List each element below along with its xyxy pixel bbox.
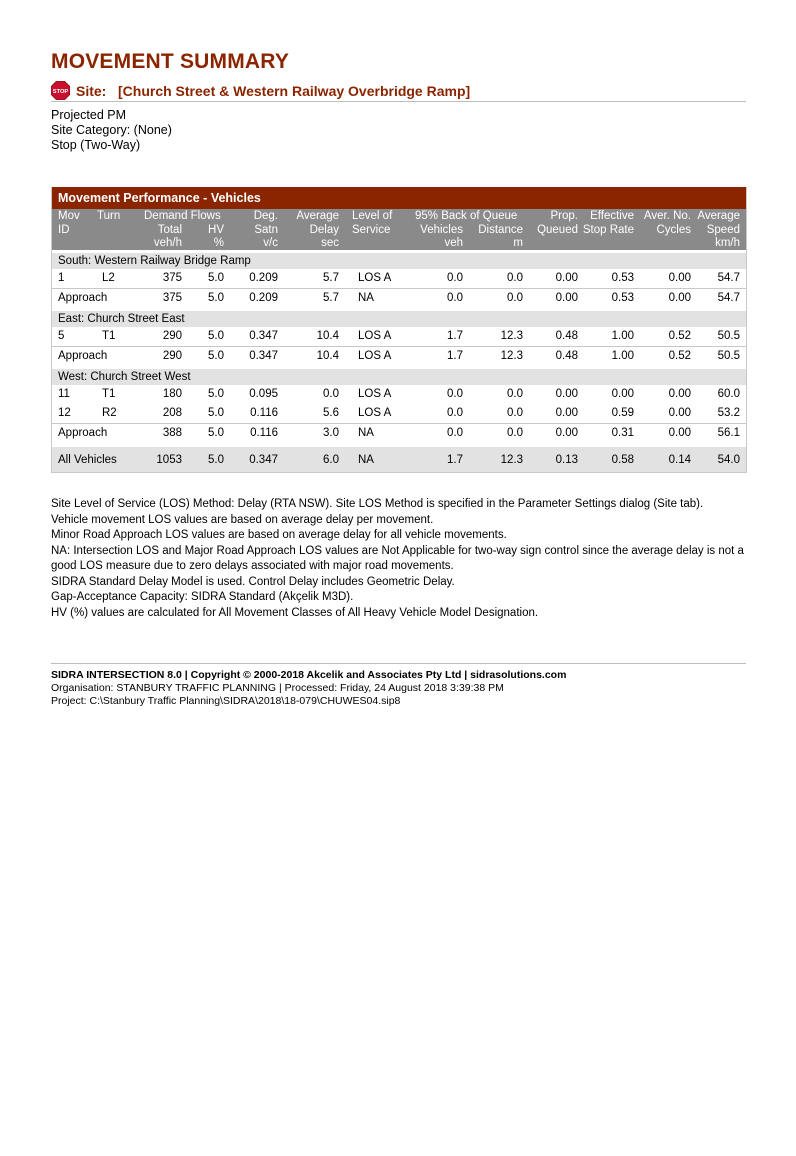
cell-veh: 1.7 — [447, 330, 463, 342]
cell-total: 375 — [162, 292, 182, 304]
cell-delay: 3.0 — [323, 427, 339, 439]
section-heading: West: Church Street West — [52, 369, 746, 385]
cell-los: LOS A — [358, 272, 392, 284]
cell-satn: 0.116 — [250, 427, 278, 439]
col-hv: HV % — [208, 223, 224, 249]
cell-veh: 1.7 — [447, 350, 463, 362]
cell-total: 208 — [162, 407, 182, 419]
cell-delay: 10.4 — [316, 350, 339, 362]
cell-speed: 50.5 — [717, 350, 740, 362]
meta-control: Stop (Two-Way) — [51, 138, 141, 152]
col-queue: 95% Back of Queue — [415, 210, 518, 222]
approach-row — [52, 288, 746, 308]
table-row — [52, 327, 746, 346]
cell-veh: 0.0 — [447, 407, 463, 419]
cell-veh: 0.0 — [447, 427, 463, 439]
cell-satn: 0.347 — [249, 330, 278, 342]
col-demand: Demand Flows — [144, 210, 221, 222]
cell-total: 290 — [162, 330, 182, 342]
cell-veh: 0.0 — [447, 388, 463, 400]
note: Vehicle movement LOS values are based on average delay per movement. — [51, 513, 434, 526]
col-vehicles: Vehicles veh — [420, 223, 463, 249]
cell-hv: 5.0 — [208, 350, 224, 362]
col-prop: Prop. Queued — [537, 210, 578, 236]
cell-stop: 1.00 — [611, 330, 634, 342]
cell-stop: 0.00 — [611, 388, 634, 400]
cell-los: LOS A — [358, 350, 392, 362]
cell-cycles: 0.52 — [668, 350, 691, 362]
cell-speed: 54.0 — [717, 454, 740, 466]
col-mov: Mov ID — [58, 210, 80, 236]
note: Site Level of Service (LOS) Method: Delay (RTA NSW). Site LOS Method is specified in the Parameter Settings dialog (Site tab). — [51, 498, 704, 510]
cell-cycles: 0.52 — [668, 330, 691, 342]
section-heading: East: Church Street East — [52, 311, 746, 327]
cell-label: Approach — [58, 427, 108, 439]
cell-id: 12 — [58, 407, 71, 419]
notes — [51, 497, 751, 621]
cell-hv: 5.0 — [208, 454, 224, 466]
cell-stop: 1.00 — [611, 350, 634, 362]
cell-hv: 5.0 — [208, 272, 224, 284]
footer-divider — [51, 663, 746, 664]
site-name: Site: [Church Street & Western Railway Overbridge Ramp] — [76, 83, 471, 99]
table-row — [52, 269, 746, 288]
footer-copyright: SIDRA INTERSECTION 8.0 | Copyright © 2000-2018 Akcelik and Associates Pty Ltd | sidrasolutions.com — [51, 669, 567, 681]
footer-organisation: Organisation: STANBURY TRAFFIC PLANNING | Processed: Friday, 24 August 2018 3:39:38 PM — [51, 682, 504, 694]
cell-cycles: 0.00 — [668, 427, 691, 439]
cell-turn: T1 — [102, 330, 116, 342]
section-heading: South: Western Railway Bridge Ramp — [52, 253, 746, 269]
table-row — [52, 404, 746, 423]
note: Minor Road Approach LOS values are based on average delay for all vehicle movements. — [51, 529, 507, 541]
cell-hv: 5.0 — [208, 292, 224, 304]
cell-cycles: 0.00 — [668, 407, 691, 419]
cell-hv: 5.0 — [208, 388, 224, 400]
cell-hv: 5.0 — [208, 427, 224, 439]
cell-satn: 0.347 — [249, 350, 278, 362]
col-distance: Distance m — [478, 223, 523, 249]
cell-satn: 0.209 — [249, 272, 278, 284]
col-speed: Average Speed km/h — [697, 210, 740, 249]
cell-label: Approach — [58, 292, 108, 304]
cell-delay: 10.4 — [316, 330, 339, 342]
note: HV (%) values are calculated for All Movement Classes of All Heavy Vehicle Model Designation. — [51, 606, 539, 619]
cell-turn: R2 — [102, 407, 117, 419]
cell-prop: 0.00 — [555, 388, 578, 400]
cell-stop: 0.58 — [611, 454, 634, 466]
cell-total: 388 — [162, 427, 182, 439]
cell-delay: 5.7 — [323, 272, 339, 284]
cell-dist: 0.0 — [507, 407, 523, 419]
all-vehicles-row — [52, 447, 746, 472]
cell-prop: 0.00 — [555, 292, 578, 304]
cell-veh: 1.7 — [447, 454, 463, 466]
col-los: Level of Service — [352, 210, 393, 236]
footer-project: Project: C:\Stanbury Traffic Planning\SIDRA\2018\18-079\CHUWES04.sip8 — [51, 695, 401, 707]
col-delay: Average Delay sec — [296, 210, 339, 249]
site-heading — [51, 80, 746, 102]
svg-text:STOP: STOP — [52, 88, 69, 95]
cell-label: Approach — [58, 350, 108, 362]
cell-delay: 5.7 — [323, 292, 339, 304]
cell-dist: 12.3 — [500, 454, 523, 466]
cell-dist: 0.0 — [507, 427, 523, 439]
table-header — [52, 209, 746, 250]
cell-hv: 5.0 — [208, 407, 224, 419]
footer — [51, 669, 566, 708]
cell-cycles: 0.00 — [668, 292, 691, 304]
cell-los: LOS A — [358, 330, 392, 342]
cell-hv: 5.0 — [208, 330, 224, 342]
cell-speed: 54.7 — [717, 272, 740, 284]
meta-category: Site Category: (None) — [51, 123, 172, 137]
meta-scenario: Projected PM — [51, 108, 127, 122]
cell-satn: 0.095 — [249, 388, 278, 400]
cell-dist: 12.3 — [500, 350, 523, 362]
cell-satn: 0.209 — [249, 292, 278, 304]
cell-los: LOS A — [358, 388, 392, 400]
cell-dist: 0.0 — [507, 388, 523, 400]
cell-dist: 12.3 — [500, 330, 523, 342]
cell-satn: 0.347 — [249, 454, 278, 466]
cell-speed: 53.2 — [717, 407, 740, 419]
cell-delay: 0.0 — [323, 388, 339, 400]
table-row — [52, 385, 746, 404]
approach-row — [52, 423, 746, 443]
cell-total: 375 — [162, 272, 182, 284]
note: Gap-Acceptance Capacity: SIDRA Standard (Akçelik M3D). — [51, 591, 354, 603]
col-cycles: Aver. No. Cycles — [643, 210, 691, 236]
cell-prop: 0.00 — [555, 427, 578, 439]
cell-los: NA — [358, 454, 374, 466]
cell-veh: 0.0 — [447, 272, 463, 284]
cell-prop: 0.48 — [555, 350, 578, 362]
table-title: Movement Performance - Vehicles — [52, 187, 746, 209]
cell-stop: 0.53 — [611, 292, 634, 304]
cell-dist: 0.0 — [507, 292, 523, 304]
cell-cycles: 0.00 — [668, 272, 691, 284]
cell-los: NA — [358, 427, 374, 439]
cell-satn: 0.116 — [250, 407, 278, 419]
cell-delay: 6.0 — [323, 454, 339, 466]
cell-speed: 56.1 — [717, 427, 740, 439]
stop-sign-icon — [51, 81, 70, 100]
cell-turn: L2 — [102, 272, 115, 284]
cell-stop: 0.31 — [611, 427, 634, 439]
cell-speed: 54.7 — [717, 292, 740, 304]
cell-label: All Vehicles — [58, 454, 117, 466]
col-stop-rate: Effective Stop Rate — [582, 210, 634, 236]
cell-id: 11 — [58, 388, 70, 400]
cell-los: LOS A — [358, 407, 392, 419]
cell-speed: 60.0 — [717, 388, 740, 400]
cell-speed: 50.5 — [717, 330, 740, 342]
cell-total: 290 — [162, 350, 182, 362]
cell-cycles: 0.14 — [668, 454, 691, 466]
table-body — [52, 253, 746, 472]
cell-los: NA — [358, 292, 374, 304]
page-title: MOVEMENT SUMMARY — [51, 50, 290, 73]
site-meta — [51, 108, 172, 153]
col-satn: Deg. Satn v/c — [253, 210, 278, 249]
cell-id: 5 — [58, 330, 65, 342]
note: SIDRA Standard Delay Model is used. Control Delay includes Geometric Delay. — [51, 575, 455, 588]
cell-prop: 0.48 — [555, 330, 578, 342]
col-turn: Turn — [97, 210, 121, 222]
cell-prop: 0.13 — [555, 454, 578, 466]
approach-row — [52, 346, 746, 366]
note: NA: Intersection LOS and Major Road Approach LOS values are Not Applicable for two-way sign control since the average delay is not a good LOS measure due to zero delays associated with major road movements. — [51, 544, 744, 572]
cell-prop: 0.00 — [555, 407, 578, 419]
col-total: Total veh/h — [153, 223, 182, 249]
cell-cycles: 0.00 — [668, 388, 691, 400]
cell-stop: 0.59 — [611, 407, 634, 419]
movement-performance-table — [51, 187, 747, 473]
cell-prop: 0.00 — [555, 272, 578, 284]
cell-turn: T1 — [102, 388, 116, 400]
cell-total: 180 — [162, 388, 182, 400]
cell-delay: 5.6 — [323, 407, 339, 419]
cell-stop: 0.53 — [611, 272, 634, 284]
cell-veh: 0.0 — [447, 292, 463, 304]
cell-dist: 0.0 — [507, 272, 523, 284]
cell-total: 1053 — [156, 454, 182, 466]
cell-id: 1 — [58, 272, 65, 284]
